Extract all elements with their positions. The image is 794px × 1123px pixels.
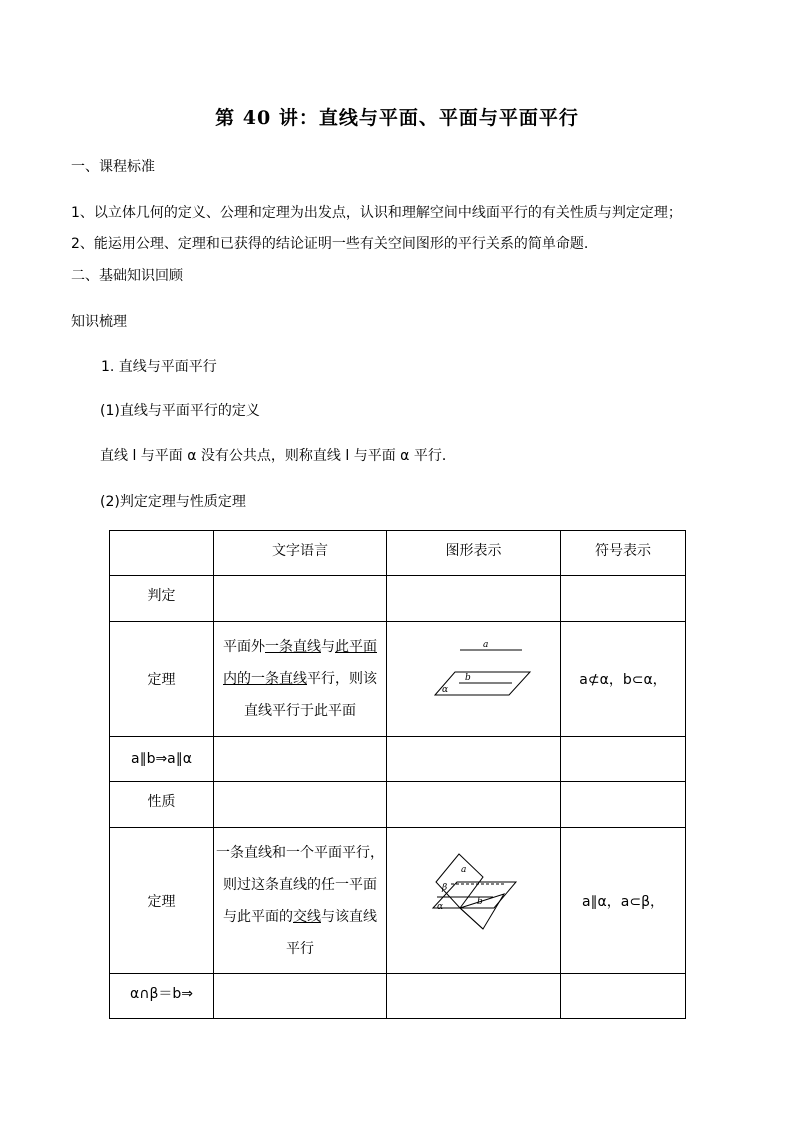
table-cell	[561, 974, 686, 1019]
table-cell	[561, 737, 686, 782]
standard-item-1: 1、以立体几何的定义、公理和定理为出发点，认识和理解空间中线面平行的有关性质与判定定理；	[71, 205, 682, 221]
table-row	[110, 622, 686, 737]
table-cell	[214, 974, 387, 1019]
property-result: α∩β＝b⇒	[110, 974, 214, 1019]
table-header-row	[110, 531, 686, 576]
figure-label-a: a	[483, 640, 489, 650]
knowledge-heading: 知识梳理	[71, 314, 127, 330]
table-cell	[387, 576, 561, 622]
section-heading-standards: 一、课程标准	[71, 159, 155, 175]
table-corner-cell	[110, 531, 214, 576]
subsection-line-plane-parallel: 1. 直线与平面平行	[101, 359, 217, 375]
table-row	[110, 782, 686, 828]
table-cell	[214, 737, 387, 782]
figure-label-b2: b	[477, 897, 483, 907]
table-cell	[214, 576, 387, 622]
row-label-theorem-judge: 定理	[110, 622, 214, 737]
figure-label-beta: β	[442, 883, 448, 893]
row-label-judge: 判定	[110, 576, 214, 622]
figure-label-alpha: α	[442, 685, 449, 695]
header-symbol: 符号表示	[561, 531, 686, 576]
section-heading-basics: 二、基础知识回顾	[71, 268, 183, 284]
definition-text: 直线 l 与平面 α 没有公共点，则称直线 l 与平面 α 平行．	[100, 448, 456, 464]
table-cell	[387, 737, 561, 782]
figure-label-a2: a	[461, 865, 467, 875]
judge-figure-cell	[387, 622, 561, 737]
table-cell	[214, 782, 387, 828]
row-label-property: 性质	[110, 782, 214, 828]
table-cell	[387, 974, 561, 1019]
property-figure-cell	[387, 828, 561, 974]
line-plane-parallel-figure	[387, 622, 561, 732]
subsection-theorems: (2)判定定理与性质定理	[100, 494, 246, 510]
subsection-definition: (1)直线与平面平行的定义	[100, 403, 260, 419]
table-row	[110, 576, 686, 622]
row-label-theorem-property: 定理	[110, 828, 214, 974]
table-row	[110, 828, 686, 974]
judge-theorem-text: 平面外一条直线与此平面 内的一条直线平行，则该 直线平行于此平面	[214, 622, 387, 737]
table-row	[110, 974, 686, 1019]
figure-label-alpha2: α	[437, 902, 444, 912]
plane-intersection-figure	[387, 828, 561, 969]
table-cell	[561, 782, 686, 828]
property-symbol-cell: a∥α，a⊂β，	[561, 828, 686, 974]
theorem-table	[109, 530, 686, 1019]
table-cell	[387, 782, 561, 828]
header-figure: 图形表示	[387, 531, 561, 576]
standard-item-2: 2、能运用公理、定理和已获得的结论证明一些有关空间图形的平行关系的简单命题.	[71, 236, 589, 252]
judge-symbol-cell: a⊄α，b⊂α，	[561, 622, 686, 737]
table-cell	[561, 576, 686, 622]
table-row	[110, 737, 686, 782]
property-theorem-text: 一条直线和一个平面平行， 则过这条直线的任一平面 与此平面的交线与该直线 平行	[214, 828, 387, 974]
header-text-language: 文字语言	[214, 531, 387, 576]
figure-label-b: b	[465, 673, 471, 683]
page-title: 第 40 讲：直线与平面、平面与平面平行	[215, 107, 579, 129]
judge-result: a∥b⇒a∥α	[110, 737, 214, 782]
